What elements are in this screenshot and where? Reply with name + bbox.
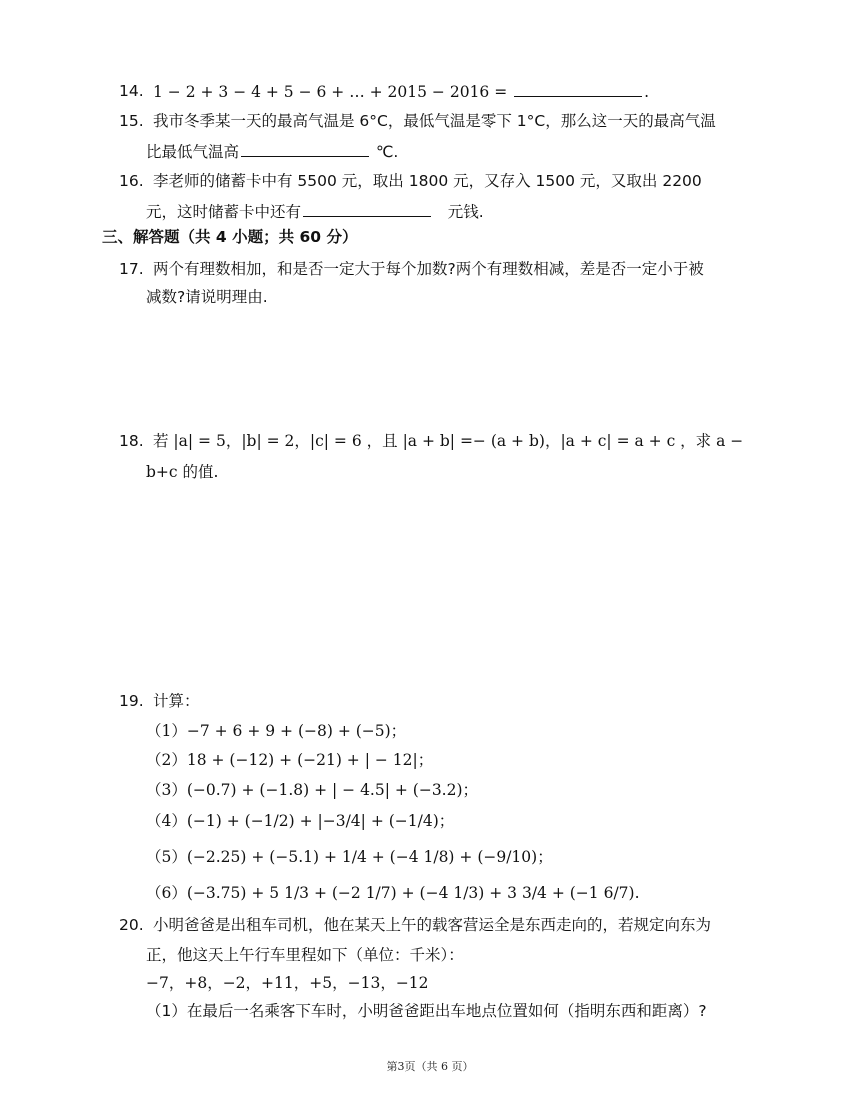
question-16-line2-start: 元，这时储蓄卡中还有 [146,203,302,221]
question-17-line1: 两个有理数相加，和是否一定大于每个加数?两个有理数相减，差是否一定小于被 [153,260,704,278]
question-17-number: 17. [119,260,144,278]
question-19-item-1: （1）−7 + 6 + 9 + (−8) + (−5)； [146,722,407,740]
question-19-item-4: （4）(−1) + (−1/2) + |−3/4| + (−1/4)； [146,812,455,830]
question-15-line1: 我市冬季某一天的最高气温是 6°C，最低气温是零下 1°C，那么这一天的最高气温 [153,112,716,130]
question-18-line1: 若 |a| = 5，|b| = 2，|c| = 6 ，且 |a + b| =− (a + b)，|a + c| = a + c ，求 a − [153,432,744,450]
question-17-line2: 减数?请说明理由. [146,288,268,306]
question-16-number: 16. [119,172,144,190]
question-20-number: 20. [119,916,144,934]
question-15-answer-blank[interactable] [241,140,369,157]
question-20-data: −7，+8，−2，+11，+5，−13，−12 [146,974,429,992]
question-15-line2 [146,140,398,163]
question-20-line2: 正，他这天上午行车里程如下（单位：千米）： [146,946,464,964]
question-19-item-5: （5）(−2.25) + (−5.1) + 1/4 + (−4 1/8) + (−9/10)； [146,848,553,866]
question-19-item-2: （2）18 + (−12) + (−21) + | − 12|； [146,751,434,769]
question-18-line2: b+c 的值. [146,463,219,481]
section-3-title: 三、解答题（共 4 小题；共 60 分） [102,228,358,246]
question-16-line2 [146,200,484,223]
question-19-item-6: （6）(−3.75) + 5 1/3 + (−2 1/7) + (−4 1/3) + 3 3/4 + (−1 6/7). [146,884,640,902]
question-14-expression: 1 − 2 + 3 − 4 + 5 − 6 + … + 2015 − 2016 = [153,83,508,101]
question-15-line2-end: ℃. [375,143,399,161]
question-19-number: 19. [119,692,144,710]
question-14-text [153,80,649,103]
question-19-title: 计算： [153,692,200,710]
question-16-line2-end: 元钱. [447,203,484,221]
question-14-end: . [644,83,650,101]
question-16-line1: 李老师的储蓄卡中有 5500 元，取出 1800 元，又存入 1500 元，又取出 2200 [153,172,702,190]
question-16-answer-blank[interactable] [303,200,431,217]
question-19-item-3: （3）(−0.7) + (−1.8) + | − 4.5| + (−3.2)； [146,781,479,799]
page-footer: 第3页（共 6 页） [386,1060,474,1073]
question-20-sub1: （1）在最后一名乘客下车时，小明爸爸距出车地点位置如何（指明东西和距离）? [146,1002,707,1020]
question-20-line1: 小明爸爸是出租车司机，他在某天上午的载客营运全是东西走向的，若规定向东为 [153,916,712,934]
question-14-number: 14. [119,82,144,100]
question-15-line2-start: 比最低气温高 [146,143,240,161]
question-14-answer-blank[interactable] [514,80,642,97]
question-18-number: 18. [119,432,144,450]
question-15-number: 15. [119,112,144,130]
